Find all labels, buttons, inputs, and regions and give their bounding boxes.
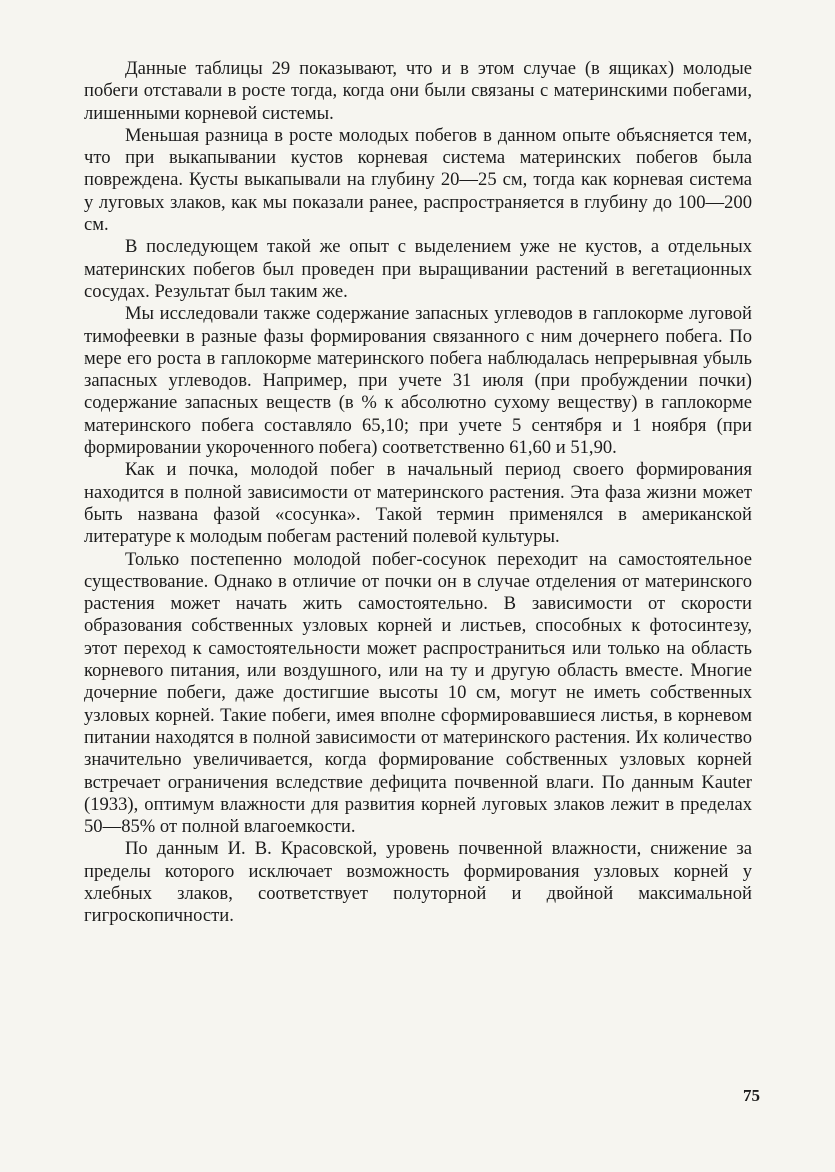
paragraph-4: Мы исследовали также содержание запасных углеводов в гаплокорме луговой тимофеевки в разные фазы формирования связанного с ним дочернего побега. По мере его роста в гаплокорме материнского побега наблюдалась непрерывная убыль запасных углеводов. Например, при учете 31 июля (при пробуждении почки) содержание запасных веществ (в % к абсолютно сухому веществу) в гаплокорме материнского побега составляло 65,10; при учете 5 сентября и 1 ноября (при формировании укороченного побега) соответственно 61,60 и 51,90. [84,303,752,459]
page-number: 75 [743,1086,760,1105]
paragraph-5: Как и почка, молодой побег в начальный период своего формирования находится в полной зависимости от материнского растения. Эта фаза жизни может быть названа фазой «сосунка». Такой термин применялся в американской литературе к молодым побегам растений полевой культуры. [84,459,752,548]
paragraph-2: Меньшая разница в росте молодых побегов в данном опыте объясняется тем, что при выкапывании кустов корневая система материнских побегов была повреждена. Кусты выкапывали на глубину 20—25 см, тогда как корневая система у луговых злаков, как мы показали ранее, распространяется в глубину до 100—200 см. [84,124,752,236]
paragraph-6: Только постепенно молодой побег-сосунок переходит на самостоятельное существование. Однако в отличие от почки он в случае отделения от материнского растения может начать жить самостоятельно. В зависимости от скорости образования собственных узловых корней и листьев, способных к фотосинтезу, этот переход к самостоятельности может распространиться или только на область корневого питания, или воздушного, или на ту и другую область вместе. Многие дочерние побеги, даже достигшие высоты 10 см, могут не иметь собственных узловых корней. Такие побеги, имея вполне сформировавшиеся листья, в корневом питании находятся в полной зависимости от материнского растения. Их количество значительно увеличивается, когда формирование собственных узловых корней встречает ограничения вследствие дефицита почвенной влаги. По данным Kauter (1933), оптимум влажности для развития корней луговых злаков лежит в пределах 50—85% от полной влагоемкости. [84,548,752,838]
body-text [84,58,752,928]
paragraph-1: Данные таблицы 29 показывают, что и в этом случае (в ящиках) молодые побеги отставали в росте тогда, когда они были связаны с материнскими побегами, лишенными корневой системы. [84,58,752,124]
paragraph-3: В последующем такой же опыт с выделением уже не кустов, а отдельных материнских побегов был проведен при выращивании растений в вегетационных сосудах. Результат был таким же. [84,236,752,302]
paragraph-7: По данным И. В. Красовской, уровень почвенной влажности, снижение за пределы которого исключает возможность формирования узловых корней у хлебных злаков, соответствует полуторной и двойной максимальной гигроскопичности. [84,838,752,927]
